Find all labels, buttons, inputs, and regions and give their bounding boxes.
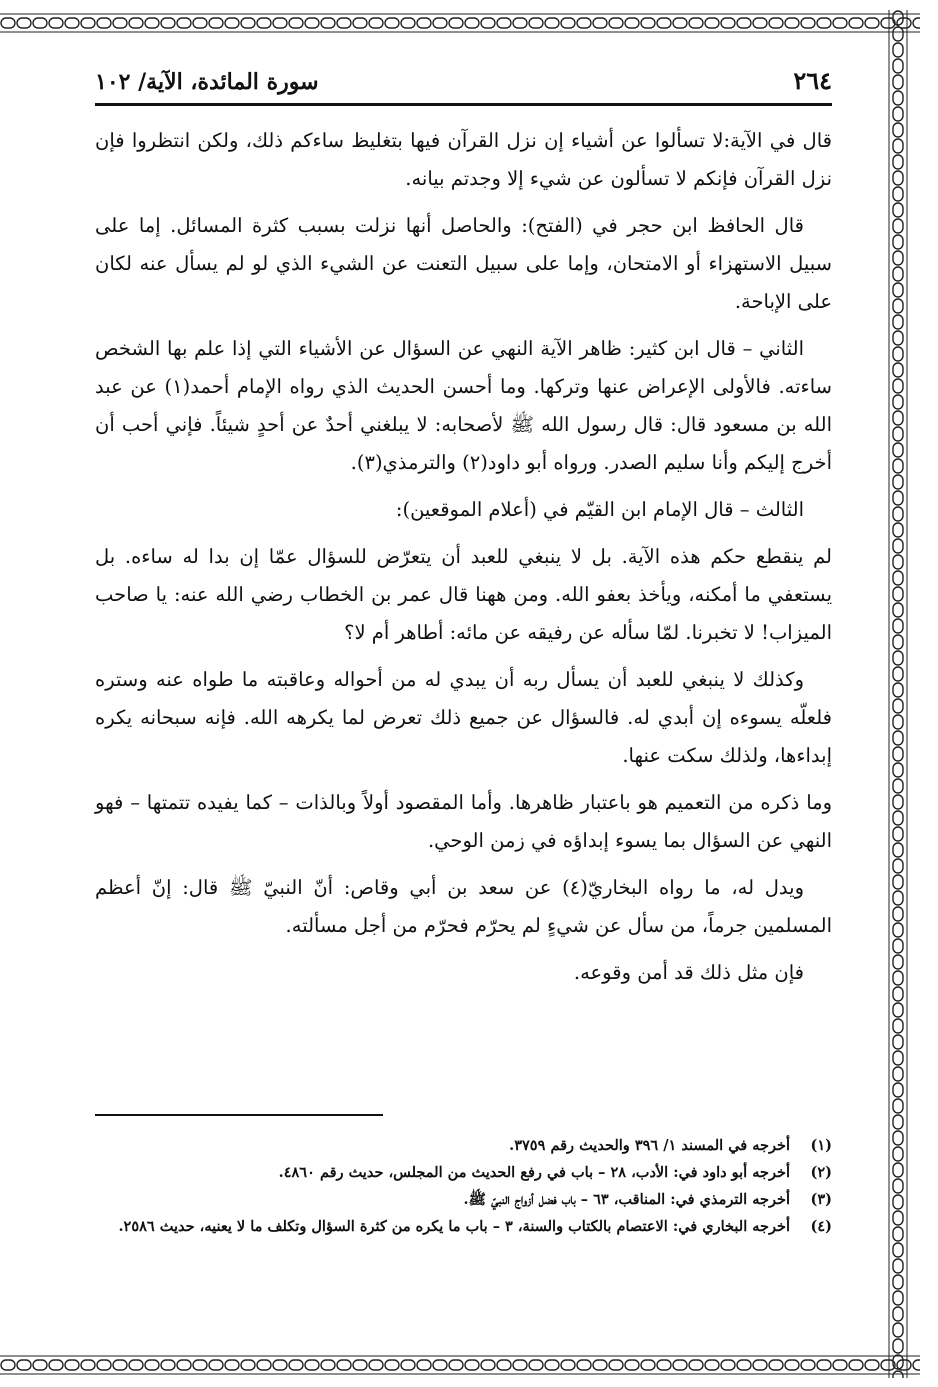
chain-pattern-top bbox=[0, 10, 920, 36]
page-number: ٢٦٤ bbox=[793, 66, 832, 95]
footnote-number: (٤) bbox=[810, 1218, 832, 1235]
footnotes bbox=[95, 1132, 832, 1240]
paragraph: وما ذكره من التعميم هو باعتبار ظاهرها. وأما المقصود أولاً وبالذات – كما يفيده تتمتها – فهو النهي عن السؤال بما يسوء إبداؤه في زمن الوحي. bbox=[95, 791, 832, 852]
paragraph: الثاني – قال ابن كثير: ظاهر الآية النهي عن السؤال عن الأشياء التي إذا علم بها الشخص ساءته. فالأولى الإعراض عنها وتركها. وما أحسن الحديث الذي رواه الإمام أحمد(١) عن عبد الله بن مسعود قال: قال رسول الله ﷺ لأصحابه: لا يبلغني أحدٌ عن أحدٍ شيئاً. فإني أحب أن أخرج إليكم وأنا سليم الصدر. ورواه أبو داود(٢) والترمذي(٣). bbox=[95, 337, 832, 474]
paragraph: لم ينقطع حكم هذه الآية. بل لا ينبغي للعبد أن يتعرّض للسؤال عمّا إن بدا له ساءه. بل يستعفي ما أمكنه، ويأخذ بعفو الله. ومن ههنا قال عمر بن الخطاب رضي الله عنه: يا صاحب الميزاب! لا تخبرنا. لمّا سأله عن رفيقه عن مائه: أطاهر أم لا؟ bbox=[95, 545, 832, 644]
footnote bbox=[95, 1132, 832, 1159]
paragraph: فإن مثل ذلك قد أمن وقوعه. bbox=[573, 961, 804, 984]
footnote bbox=[95, 1213, 832, 1240]
chain-pattern-bottom bbox=[0, 1352, 920, 1378]
footnote-text: أخرجه أبو داود في: الأدب، ٢٨ – باب في رفع الحديث من المجلس، حديث رقم ٤٨٦٠. bbox=[278, 1164, 790, 1181]
body-text bbox=[95, 122, 832, 992]
book-page bbox=[95, 62, 832, 1332]
chain-border-right bbox=[885, 10, 911, 1378]
running-title: سورة المائدة، الآية/ ١٠٢ bbox=[95, 69, 319, 95]
paragraph: قال في الآية:لا تسألوا عن أشياء إن نزل القرآن فيها بتغليظ ساءكم ذلك، ولكن انتظروا فإن نزل القرآن فإنكم لا تسألون عن شيء إلا وجدتم بيانه. bbox=[95, 129, 832, 190]
chain-border-top bbox=[0, 10, 920, 36]
footnote bbox=[95, 1159, 832, 1186]
paragraph: قال الحافظ ابن حجر في (الفتح): والحاصل أنها نزلت بسبب كثرة المسائل. إما على سبيل الاستهزاء أو الامتحان، وإما على سبيل التعنت عن الشيء الذي لو لم يسأل عنه لكان على الإباحة. bbox=[95, 214, 832, 313]
footnote-number: (١) bbox=[810, 1137, 832, 1154]
paragraph: وكذلك لا ينبغي للعبد أن يسأل ربه أن يبدي له من أحواله وعاقبته ما طواه عنه وستره فلعلّه يسوءه إن أبدي له. فالسؤال عن جميع ذلك تعرض لما يكرهه الله. فإنه سبحانه يكره إبداءها، ولذلك سكت عنها. bbox=[95, 668, 832, 767]
footnote bbox=[95, 1186, 832, 1213]
paragraph: ويدل له، ما رواه البخاريّ(٤) عن سعد بن أبي وقاص: أنّ النبيّ ﷺ قال: إنّ أعظم المسلمين جرماً، من سأل عن شيءٍ لم يحرّم فحرّم من أجل مسألته. bbox=[95, 876, 832, 937]
footnote-separator bbox=[95, 1114, 383, 1116]
footnote-text: أخرجه الترمذي في: المناقب، ٦٣ – باب فضل أزواج النبيّ ﷺ. bbox=[463, 1191, 790, 1208]
chain-border-bottom bbox=[0, 1352, 920, 1378]
footnote-number: (٢) bbox=[810, 1164, 832, 1181]
page-header bbox=[95, 62, 832, 106]
paragraph: الثالث – قال الإمام ابن القيّم في (أعلام الموقعين): bbox=[395, 498, 804, 521]
footnote-text: أخرجه البخاري في: الاعتصام بالكتاب والسنة، ٣ – باب ما يكره من كثرة السؤال وتكلف ما لا يعنيه، حديث ٢٥٨٦. bbox=[118, 1218, 790, 1235]
footnote-number: (٣) bbox=[810, 1191, 832, 1208]
chain-pattern-right bbox=[885, 10, 911, 1378]
footnote-text: أخرجه في المسند ١/ ٣٩٦ والحديث رقم ٣٧٥٩. bbox=[509, 1137, 790, 1154]
